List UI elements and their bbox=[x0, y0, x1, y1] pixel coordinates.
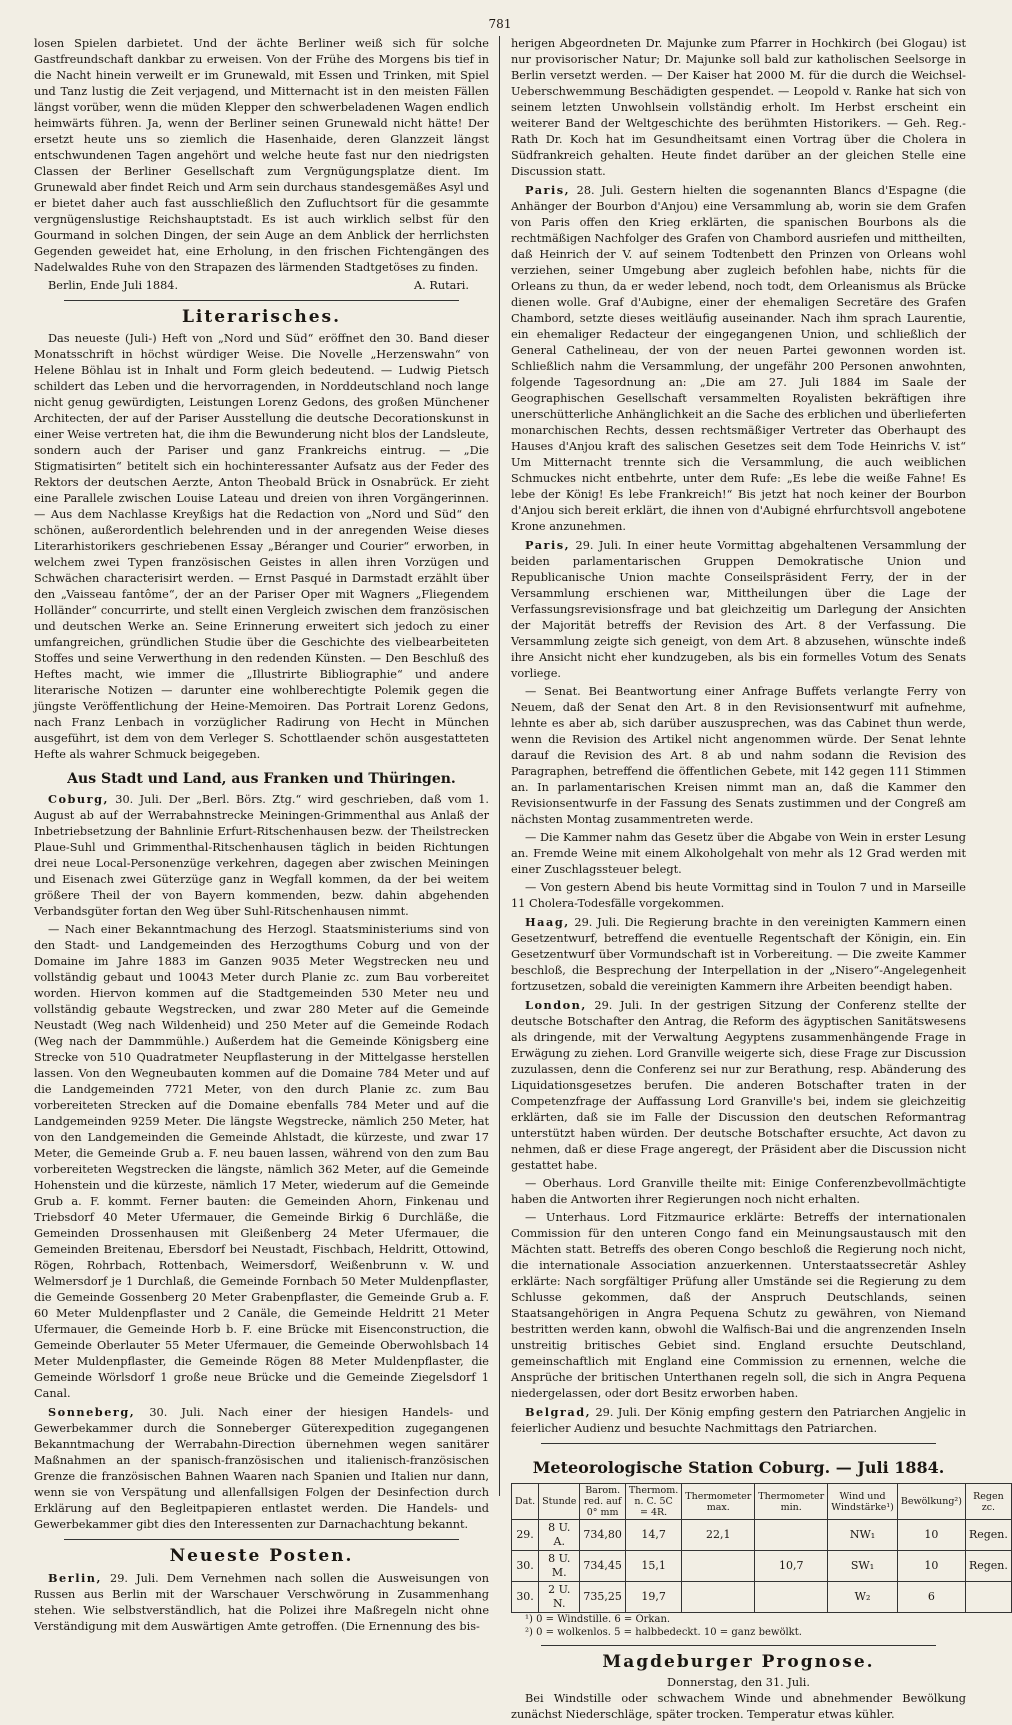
column-header: Thermometer max. bbox=[682, 1484, 755, 1520]
table-cell: 29. bbox=[512, 1520, 539, 1551]
news-text: 29. Juli. In der gestrigen Sitzung der Conferenz stellte der deutsche Botschafter den Antrag, die Reform des ägyptischen Sanitätswesens als dringende, mit der Verwaltung Aegyptens zusammenhängende Frage in Erwägung zu ziehen. Lord Granville weigerte sich, diese Frage zur Discussion zuzulassen, denn die Conferenz sei nur zur Berathung, resp. Abänderung des Liquidationsgesetzes berufen. Die anderen Botschafter traten in der Competenzfrage der Auffassung Lord Granville's bei, indem sie gleichzeitig erklärten, daß sie im Falle der Discussion den deutschen Reformantrag unterstützt haben würden. Der deutsche Botschafter ersuchte, Act davon zu nehmen, daß er diese Frage angeregt, der Präsident aber die Discussion nicht gestattet habe. bbox=[511, 999, 966, 1172]
dateline-place: Paris, bbox=[525, 183, 571, 197]
table-cell: W₂ bbox=[828, 1582, 898, 1613]
column-divider bbox=[499, 36, 500, 1496]
column-header: Dat. bbox=[512, 1484, 539, 1520]
column-header: Regen zc. bbox=[965, 1484, 1011, 1520]
table-cell bbox=[965, 1582, 1011, 1613]
table-cell bbox=[755, 1582, 828, 1613]
table-header-row bbox=[512, 1484, 1012, 1520]
page-number: 781 bbox=[488, 17, 512, 31]
section-rule bbox=[541, 1443, 936, 1444]
table-cell: 15,1 bbox=[625, 1551, 681, 1582]
news-item-coburg bbox=[34, 791, 489, 920]
table-cell: 14,7 bbox=[625, 1520, 681, 1551]
prognose-heading: Magdeburger Prognose. bbox=[602, 1652, 875, 1672]
news-text: — Oberhaus. Lord Granville theilte mit: Einige Conferenzbevollmächtigte haben die Antworten ihrer Regierungen noch nicht erhalten. bbox=[511, 1177, 966, 1206]
table-footnote: ¹) 0 = Windstille. 6 = Orkan. bbox=[525, 1614, 671, 1625]
news-item-senat bbox=[511, 684, 966, 828]
news-item-berlin bbox=[34, 1570, 489, 1635]
news-text: herigen Abgeordneten Dr. Majunke zum Pfarrer in Hochkirch (bei Glogau) ist nur provisorischer Natur; Dr. Majunke soll bald zur katholischen Seelsorge in Berlin versetzt werden. — Der Kaiser hat 2000 M. für die durch die Weichsel-Ueberschwemmung Beschädigten gespendet. — Leopold v. Ranke hat sich von seinem letzten Unwohlsein vollständig erholt. Im Herbst erscheint ein weiterer Band der Weltgeschichte des berühmten Historikers. — Geh. Reg.-Rath Dr. Koch hat im Gesundheitsamt einen Vortrag über die Cholera in Südfrankreich gehalten. Heute findet darüber an der gleichen Stelle eine Discussion statt. bbox=[511, 37, 966, 178]
news-item-paris-1 bbox=[511, 182, 966, 535]
news-item-continued bbox=[511, 36, 966, 180]
signature-place: Berlin, Ende Juli 1884. bbox=[48, 279, 179, 292]
column-header: Bewölkung²) bbox=[897, 1484, 965, 1520]
table-cell: 30. bbox=[512, 1551, 539, 1582]
left-column bbox=[34, 36, 489, 1637]
news-item-belgrad bbox=[511, 1404, 966, 1437]
signature-author: A. Rutari. bbox=[413, 279, 469, 292]
table-cell: 19,7 bbox=[625, 1582, 681, 1613]
table-cell bbox=[682, 1551, 755, 1582]
table-cell: 30. bbox=[512, 1582, 539, 1613]
table-cell bbox=[755, 1520, 828, 1551]
table-cell: Regen. bbox=[965, 1551, 1011, 1582]
weather-table bbox=[511, 1483, 1012, 1613]
section-rule bbox=[64, 1539, 459, 1540]
stadt-land-heading: Aus Stadt und Land, aus Franken und Thüringen. bbox=[67, 771, 456, 787]
dateline-place: Berlin, bbox=[48, 1571, 102, 1585]
news-text: 30. Juli. Nach einer der hiesigen Handels- und Gewerbekammer durch die Sonneberger Güterexpedition zugegangenen Bekanntmachung der Werrabahn-Direction übernehmen wegen sanitärer Maßnahmen an der spanisch-französischen und italienisch-französischen Grenze die französischen Bahnen Waaren nach Spanien und Italien nur dann, wenn sie von Verspätung und allenfallsigen Folgen der Desinfection durch Erklärung auf den Begleitpapieren entlastet werden. Die Handels- und Gewerbekammer gibt dies den Interessenten zur Darnachachtung bekannt. bbox=[34, 1406, 489, 1531]
article-signature bbox=[34, 278, 489, 294]
news-text: — Nach einer Bekanntmachung des Herzogl. Staatsministeriums sind von den Stadt- und Landgemeinden des Herzogthums Coburg und von der Domaine im Jahre 1883 im Ganzen 9035 Meter Wegstrecken neu und vollständig gebaut und 10043 Meter durch Planie zc. zum Bau vorbereitet worden. Hiervon kommen auf die Stadtgemeinden 530 Meter neu und vollständig gebaute Wegstrecken, und zwar 280 Meter auf die Gemeinde Neustadt (Weg nach Wildenheid) und 250 Meter auf die Gemeinde Rodach (Weg nach der Dammmühle.) Außerdem hat die Gemeinde Königsberg eine Strecke von 510 Quadratmeter Neupflasterung in der Mittelgasse herstellen lassen. Von den Wegneubauten kommen auf die Domaine 784 Meter und auf die Landgemeinden 7721 Meter, von den durch Planie zc. zum Bau vorbereiteten Strecken auf die Domaine ebenfalls 784 Meter und auf die Landgemeinden 9259 Meter. Die längste Wegstrecke, nämlich 250 Meter, hat von den Landgemeinden die Gemeinde Ahlstadt, die kürzeste, und zwar 17 Meter, die Gemeinde Grub a. F. neu bauen lassen, während von den zum Bau vorbereiteten Wegstrecken die längste, nämlich 362 Meter, auf die Gemeinde Hohenstein und die kürzeste, nämlich 17 Meter, wiederum auf die Gemeinde Grub a. F. kommt. Ferner bauten: die Gemeinden Ahorn, Finkenau und Triebsdorf 40 Meter Ufermauer, die Gemeinde Birkig 6 Durchläße, die Gemeinden Drossenhausen mit Gleißenberg 24 Meter Ufermauer, die Gemeinden Breitenau, Ebersdorf bei Neustadt, Fischbach, Heldritt, Ottowind, Rögen, Rohrbach, Rottenbach, Weimersdorf, Weißenbrunn v. W. und Welmersdorf je 1 Durchlaß, die Gemeinde Fornbach 50 Meter Muldenpflaster, die Gemeinde Gossenberg 20 Meter Grabenpflaster, die Gemeinde Grub a. F. 60 Meter Muldenpflaster und 2 Canäle, die Gemeinde Heldritt 21 Meter Ufermauer, die Gemeinde Horb b. F. eine Brücke mit Eisenconstruction, die Gemeinde Oberlauter 55 Meter Ufermauer, die Gemeinde Oberwohlsbach 14 Meter Muldenpflaster, die Gemeinde Rögen 88 Meter Muldenpflaster, die Gemeinde Wörlsdorf 1 große neue Brücke und die Gemeinde Ziegelsdorf 1 Canal. bbox=[34, 923, 489, 1400]
news-item-sonneberg bbox=[34, 1404, 489, 1533]
table-cell: 10 bbox=[897, 1520, 965, 1551]
table-footnote: ²) 0 = wolkenlos. 5 = halbbedeckt. 10 = ganz bewölkt. bbox=[525, 1627, 802, 1638]
prognose-text: Bei Windstille oder schwachem Winde und abnehmender Bewölkung zunächst Niederschläge, später trocken. Temperatur etwas kühler. bbox=[511, 1692, 966, 1721]
news-item-coburg-2 bbox=[34, 922, 489, 1402]
prognose-date: Donnerstag, den 31. Juli. bbox=[667, 1676, 810, 1689]
news-item-london bbox=[511, 997, 966, 1174]
news-text: 29. Juli. Dem Vernehmen nach sollen die Ausweisungen von Russen aus Berlin mit der Warschauer Verschwörung in Zusammenhang stehen. Wie selbstverständlich, hat die Polizei ihre Maßregeln nicht ohne Verständigung mit dem Auswärtigen Amte getroffen. (Die Ernennung des bis- bbox=[34, 1572, 489, 1633]
intro-paragraph: losen Spielen darbietet. Und der ächte Berliner weiß sich für solche Gastfreundschaft dankbar zu erweisen. Von der Frühe des Morgens bis tief in die Nacht hinein verweilt er im Grunewald, mit Essen und Trinken, mit Spiel und Tanz lustig die Zeit verjagend, und Mitternacht ist in den meisten Fällen längst vorüber, wenn die müden Klepper den schwerbeladenen Wagen endlich heimwärts führen. Ja, wenn der Berliner seinen Grunewald nicht hätte! Der ersetzt heute uns so ziemlich die Hasenhaide, deren Glanzzeit längst entschwundenen Tagen angehört und welche heute fast nur den niedrigsten Classen der Berliner Gesellschaft zum Vergnügungsplatze dient. Im Grunewald aber findet Reich und Arm sein durchaus standesgemäßes Asyl und er bietet daher auch fast ausschließlich den Zufluchtsort für die gesammte vergnügenslustige Reichshauptstadt. Es ist auch wirklich selbst für den Gourmand in solchen Dingen, der sein Auge an dem Anblick der herrlichsten Gegenden geweidet hat, eine Erholung, in den frischen Fichtengängen des Nadelwaldes Ruhe von den Strapazen des lärmenden Stadtgetöses zu finden. bbox=[34, 37, 489, 274]
dateline-place: Paris, bbox=[525, 538, 571, 552]
table-row bbox=[512, 1551, 1012, 1582]
right-column bbox=[511, 36, 1008, 1725]
dateline-place: Haag, bbox=[525, 915, 570, 929]
news-item-haag bbox=[511, 914, 966, 995]
dateline-place: Sonneberg, bbox=[48, 1405, 136, 1419]
table-cell: 8 U. M. bbox=[539, 1551, 580, 1582]
table-cell: 8 U. A. bbox=[539, 1520, 580, 1551]
news-item-unterhaus bbox=[511, 1210, 966, 1402]
literarisches-paragraph: Das neueste (Juli-) Heft von „Nord und Süd“ eröffnet den 30. Band dieser Monatsschrift in höchst würdiger Weise. Die Novelle „Herzenswahn“ von Helene Böhlau ist in Inhalt und Form gleich bedeutend. — Ludwig Pietsch schildert das Leben und die hervorragenden, in Norddeutschland noch lange nicht genug gewürdigten, Leistungen Lorenz Gedons, des großen Münchener Architecten, der auf der Pariser Ausstellung die deutsche Decorationskunst in einer Weise vertreten hat, die ihm die Bewunderung nicht blos der Landsleute, sondern auch der Pariser und ganz Frankreichs eintrug. — „Die Stigmatisirten“ betitelt sich ein hochinteressanter Aufsatz aus der Feder des Rektors der deutschen Aerzte, Anton Theobald Brück in Osnabrück. Er zieht eine Parallele zwischen Louise Lateau und dreien von ihren Vorgängerinnen. — Aus dem Nachlasse Kreyßigs hat die Redaction von „Nord und Süd“ den schönen, außerordentlich belehrenden und in der anregenden Weise dieses Literarhistorikers geschriebenen Essay „Béranger und Courier“ erworben, in welchem zwei Typen französischen Geistes in allen ihren Vorzügen und Schwächen characterisirt werden. — Ernst Pasqué in Darmstadt erzählt über den „Vaisseau fantôme“, der an der Pariser Oper mit Wagners „Fliegendem Holländer“ concurrirte, und stellt einen Vergleich zwischen dem französischen und deutschen Werke an. Seine Erinnerung erweitert sich jedoch zu einer umfangreichen, gründlichen Studie über die Geschichte des vielbearbeiteten Stoffes und seine Verwerthung in den redenden Künsten. — Den Beschluß des Heftes macht, wie immer die „Illustrirte Bibliographie“ und andere literarische Notizen — darunter eine wohlberechtigte Polemik gegen die jüngste Veröffentlichung der Heine-Memoiren. Das Portrait Lorenz Gedons, nach Franz Lenbach in vorzüglicher Radirung von Hecht in München ausgeführt, ist dem von dem Verleger S. Schottlaender schön ausgestatteten Hefte als wahrer Schmuck beigegeben. bbox=[34, 332, 489, 761]
news-text: — Unterhaus. Lord Fitzmaurice erklärte: Betreffs der internationalen Commission für den unteren Congo fand ein Meinungsaustausch mit den Mächten statt. Betreffs des oberen Congo beschloß die Regierung noch nicht, die internationale Association anzuerkennen. Unterstaatssecretär Ashley erklärte: Nach sorgfältiger Prüfung aller Umstände sei die Regierung zu dem Schlusse gekommen, daß der Anspruch Deutschlands, seinen Staatsangehörigen in Angra Pequena Schutz zu gewähren, von Niemand bestritten werden kann, obwohl die Walfisch-Bai und die angrenzenden Inseln unstreitig britisches Gebiet sind. England ersuchte Deutschland, gemeinschaftlich mit England eine Commission zu ernennen, welche die Ansprüche der britischen Unterthanen regeln soll, die sich in Angra Pequena niedergelassen, oder dort Besitz erworben haben. bbox=[511, 1211, 966, 1400]
table-cell: 10 bbox=[897, 1551, 965, 1582]
table-cell: 735,25 bbox=[580, 1582, 626, 1613]
table-row bbox=[512, 1582, 1012, 1613]
meteo-heading: Meteorologische Station Coburg. — Juli 1884. bbox=[532, 1458, 945, 1477]
news-item-kammer bbox=[511, 830, 966, 878]
table-row bbox=[512, 1520, 1012, 1551]
dateline-place: London, bbox=[525, 998, 587, 1012]
table-cell: 6 bbox=[897, 1582, 965, 1613]
column-header: Thermometer min. bbox=[755, 1484, 828, 1520]
news-text: — Senat. Bei Beantwortung einer Anfrage Buffets verlangte Ferry von Neuem, daß der Senat den Art. 8 in den Revisionsentwurf mit aufnehme, lehnte es aber ab, sich darüber auszusprechen, was das Cabinet thun werde, wenn die Revision des Artikel nicht angenommen würde. Der Senat lehnte darauf die Revision des Art. 8 ab und nahm sodann die Revision des Paragraphen, betreffend die öffentlichen Gebete, mit 142 gegen 111 Stimmen an. In parlamentarischen Kreisen nimmt man an, daß die Kammer den Revisionsentwurfe in der Fassung des Senats zustimmen und der Congreß am nächsten Montag zusammentreten werde. bbox=[511, 685, 966, 826]
table-cell: 734,45 bbox=[580, 1551, 626, 1582]
dateline-place: Belgrad, bbox=[525, 1405, 592, 1419]
table-cell: Regen. bbox=[965, 1520, 1011, 1551]
table-cell: 2 U. N. bbox=[539, 1582, 580, 1613]
news-text: — Die Kammer nahm das Gesetz über die Abgabe von Wein in erster Lesung an. Fremde Weine mit einem Alkoholgehalt von mehr als 12 Grad werden mit einer Zuschlagssteuer belegt. bbox=[511, 831, 966, 876]
news-text: 29. Juli. In einer heute Vormittag abgehaltenen Versammlung der beiden parlamentarischen Gruppen Demokratische Union und Republicanische Union machte Conseilspräsident Ferry, der in der Versammlung erschienen war, Mittheilungen über die Lage der Verfassungsrevisionsfrage und bat gleichzeitig um Darlegung der Ansichten der Majorität betreffs der Revision des Art. 8 der Verfassung. Die Versammlung zeigte sich geneigt, von dem Art. 8 abzusehen, wünschte indeß ihre Ansicht nicht eher kundzugeben, als bis ein formelles Votum des Senats vorliege. bbox=[511, 539, 966, 680]
news-text: — Von gestern Abend bis heute Vormittag sind in Toulon 7 und in Marseille 11 Cholera-Todesfälle vorgekommen. bbox=[511, 881, 966, 910]
column-header: Stunde bbox=[539, 1484, 580, 1520]
section-rule bbox=[64, 300, 459, 301]
column-header: Wind und Windstärke¹) bbox=[828, 1484, 898, 1520]
table-cell: SW₁ bbox=[828, 1551, 898, 1582]
table-cell: 22,1 bbox=[682, 1520, 755, 1551]
table-cell: 10,7 bbox=[755, 1551, 828, 1582]
news-text: 30. Juli. Der „Berl. Börs. Ztg.“ wird geschrieben, daß vom 1. August ab auf der Werrabahnstrecke Meiningen-Grimmenthal aus Anlaß der Inbetriebsetzung der Bahnlinie Erfurt-Ritschenhausen bezw. der Theilstrecken Plaue-Suhl und Grimmenthal-Ritschenhausen täglich in beiden Richtungen drei neue Local-Personenzüge verkehren, dagegen aber zwischen Meiningen und Eisenach zwei Güterzüge ganz in Wegfall kommen, da der bei weitem größere Theil der von Bayern kommenden, bezw. dahin abgehenden Verbandsgüter fortan den Weg über Suhl-Ritschenhausen nimmt. bbox=[34, 793, 489, 918]
column-header: Thermom. n. C. 5C = 4R. bbox=[625, 1484, 681, 1520]
news-item-cholera bbox=[511, 880, 966, 912]
news-text: 29. Juli. Der König empfing gestern den Patriarchen Angjelic in feierlicher Audienz und besuchte Nachmittags den Patriarchen. bbox=[511, 1406, 966, 1435]
news-item-paris-2 bbox=[511, 537, 966, 682]
section-rule bbox=[541, 1645, 936, 1646]
table-cell: 734,80 bbox=[580, 1520, 626, 1551]
news-item-oberhaus bbox=[511, 1176, 966, 1208]
news-text: 28. Juli. Gestern hielten die sogenannten Blancs d'Espagne (die Anhänger der Bourbon d'Anjou) eine Versammlung ab, worin sie dem Grafen von Paris offen den Krieg erklärten, die spanischen Bourbons als die rechtmäßigen Nachfolger des Grafen von Chambord ausriefen und mittheilten, daß Heinrich der V. auf seinem Todtenbett den Prinzen von Orleans wohl verziehen, seiner Umgebung aber zugleich befohlen habe, nichts für die Orleans zu thun, da er weder lebend, noch todt, dem Orleanismus als Brücke dienen wolle. Graf d'Aubigne, einer der ehemaligen Secretäre des Grafen Chambord, setzte dieses weitläufig auseinander. Nach ihm sprach Laurentie, ein ehemaliger Redacteur der eingegangenen Union, und schließlich der General Cathelineau, der von der neuen Partei gewonnen worden ist. Schließlich nahm die Versammlung, der ungefähr 200 Personen anwohnten, folgende Tagesordnung an: „Die am 27. Juli 1884 im Saale der Geographischen Gesellschaft versammelten Royalisten bekräftigen ihre unerschütterliche Anhänglichkeit an die Sache des erblichen und überlieferten monarchischen Rechts, dessen rechtsmäßiger Vertreter das Oberhaupt des Hauses d'Anjou kraft des salischen Gesetzes seit dem Tode Heinrichs V. ist“ Um Mitternacht trennte sich die Versammlung, die auch weiblichen Schmuckes nicht entbehrte, unter dem Rufe: „Es lebe die weiße Fahne! Es lebe der König! Es lebe Frankreich!“ Bis jetzt hat noch keiner der Bourbon d'Anjou sich bereit erklärt, die ihnen von d'Aubigné ehrfurchtsvoll angebotene Krone anzunehmen. bbox=[511, 184, 966, 533]
table-cell: NW₁ bbox=[828, 1520, 898, 1551]
table-cell bbox=[682, 1582, 755, 1613]
dateline-place: Coburg, bbox=[48, 792, 109, 806]
literarisches-heading: Literarisches. bbox=[181, 307, 342, 327]
neueste-posten-heading: Neueste Posten. bbox=[169, 1546, 354, 1566]
column-header: Barom. red. auf 0° mm bbox=[580, 1484, 626, 1520]
news-text: 29. Juli. Die Regierung brachte in den vereinigten Kammern einen Gesetzentwurf, betreffend die eventuelle Regentschaft der Königin, ein. Ein Gesetzentwurf über Vormundschaft ist in Vorbereitung. — Die zweite Kammer beschloß, die Besprechung der Interpellation in der „Nisero“-Angelegenheit fortzusetzen, sobald die vereinigten Kammern ihre Arbeiten beendigt haben. bbox=[511, 916, 966, 993]
